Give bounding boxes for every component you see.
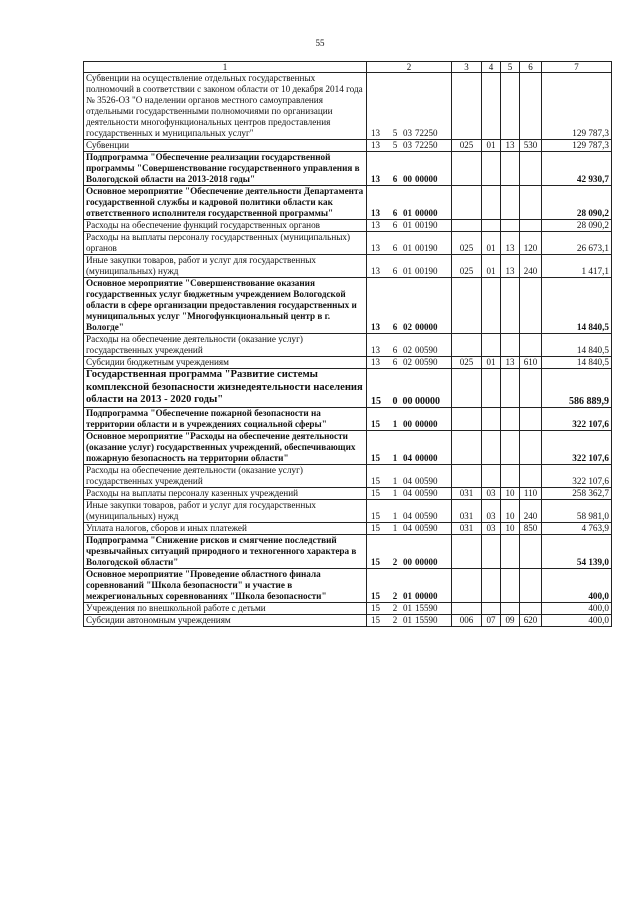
code-part: 15 [371,590,380,601]
row-name-cell: Уплата налогов, сборов и иных платежей [84,522,367,534]
department-code-cell [452,568,482,602]
column-header: 2 [367,62,452,73]
code-part: 6 [392,345,398,355]
target-article-code-cell [367,152,452,186]
code-part: 02 [403,345,412,355]
table-row [84,499,612,522]
column-header: 3 [452,62,482,73]
code-part: 15 [371,418,380,429]
expense-type-cell: 240 [520,255,542,278]
code-part: 1 [392,487,398,498]
row-name-cell: Расходы на обеспечение деятельности (оказание услуг) государственных учреждений [84,334,367,357]
expense-type-cell: 110 [520,487,542,499]
code-part: 00 [403,174,412,184]
target-article-code-cell [367,499,452,522]
department-code-cell [452,152,482,186]
code-part: 15 [371,602,380,613]
department-code-cell: 025 [452,232,482,255]
code-part: 72250 [415,140,438,150]
amount-cell: 322 107,6 [542,464,612,487]
code-part: 00590 [415,510,438,521]
code-part: 15 [371,395,381,407]
department-code-cell [452,464,482,487]
subsection-code-cell [501,220,520,232]
amount-cell: 258 362,7 [542,487,612,499]
expense-type-cell [520,220,542,232]
table-row [84,334,612,357]
table-row [84,255,612,278]
table-row [84,369,612,408]
code-part: 15 [371,487,380,498]
target-article-code-cell [367,334,452,357]
section-code-cell [482,334,501,357]
department-code-cell: 031 [452,522,482,534]
code-part: 5 [392,140,398,150]
code-part: 6 [392,357,398,367]
code-part: 00000 [415,590,438,601]
expense-type-cell [520,369,542,408]
department-code-cell: 025 [452,357,482,369]
code-part: 00 [403,418,412,429]
code-part: 04 [403,522,412,533]
code-part: 13 [371,128,380,138]
code-part: 13 [371,243,380,253]
subsection-code-cell [501,186,520,220]
amount-cell: 14 840,5 [542,278,612,334]
department-code-cell [452,278,482,334]
subsection-code-cell: 10 [501,487,520,499]
code-part: 13 [371,208,380,218]
section-code-cell: 03 [482,487,501,499]
department-code-cell: 031 [452,499,482,522]
page-number: 55 [315,38,325,48]
code-part: 00590 [415,357,438,367]
row-name-cell: Иные закупки товаров, работ и услуг для государственных (муниципальных) нужд [84,255,367,278]
table-row [84,602,612,614]
code-part: 6 [392,266,398,276]
expense-type-cell [520,430,542,464]
code-part: 00000 [415,174,438,184]
table-row [84,534,612,568]
row-name-cell: Расходы на выплаты персоналу казенных учреждений [84,487,367,499]
code-part: 13 [371,357,380,367]
target-article-code-cell [367,407,452,430]
column-header: 1 [84,62,367,73]
amount-cell: 54 139,0 [542,534,612,568]
code-part: 02 [403,357,412,367]
code-part: 00590 [415,522,438,533]
target-article-code-cell [367,430,452,464]
code-part: 00000 [415,556,438,567]
subsection-code-cell [501,152,520,186]
row-name-cell: Основное мероприятие "Совершенствование оказания государственных услуг бюджетным учреждением Вологодской области в сфере организации предоставления государственных и муниципальных услуг "Многофункциональный центр в г. Вологде" [84,278,367,334]
code-part: 2 [392,614,398,625]
row-name-cell: Расходы на обеспечение деятельности (оказание услуг) государственных учреждений [84,464,367,487]
code-part: 00590 [415,345,438,355]
code-part: 6 [392,208,398,218]
target-article-code-cell [367,602,452,614]
table-row [84,430,612,464]
amount-cell: 28 090,2 [542,220,612,232]
target-article-code-cell [367,73,452,140]
subsection-code-cell [501,430,520,464]
target-article-code-cell [367,140,452,152]
code-part: 2 [392,602,398,613]
subsection-code-cell: 09 [501,614,520,626]
section-code-cell [482,407,501,430]
code-part: 01 [403,208,412,218]
row-name-cell: Основное мероприятие "Расходы на обеспечение деятельности (оказание услуг) государственных учреждений, обеспечивающих пожарную безопасность на территории области" [84,430,367,464]
code-part: 04 [403,452,412,463]
row-name-cell: Государственная программа "Развитие системы комплексной безопасности жизнедеятельности населения области на 2013 - 2020 годы" [84,369,367,408]
subsection-code-cell [501,334,520,357]
row-name-cell: Субсидии автономным учреждениям [84,614,367,626]
section-code-cell [482,278,501,334]
code-part: 72250 [415,128,438,138]
amount-cell: 28 090,2 [542,186,612,220]
row-name-cell: Расходы на обеспечение функций государственных органов [84,220,367,232]
section-code-cell: 03 [482,499,501,522]
expense-type-cell: 850 [520,522,542,534]
amount-cell: 1 417,1 [542,255,612,278]
code-part: 1 [392,510,398,521]
table-row [84,278,612,334]
expense-type-cell [520,278,542,334]
code-part: 13 [371,322,380,332]
code-part: 15 [371,556,380,567]
code-part: 6 [392,322,398,332]
amount-cell: 400,0 [542,568,612,602]
subsection-code-cell: 10 [501,522,520,534]
expense-type-cell: 610 [520,357,542,369]
amount-cell: 400,0 [542,614,612,626]
department-code-cell [452,602,482,614]
subsection-code-cell [501,568,520,602]
code-part: 00190 [415,220,438,230]
target-article-code-cell [367,522,452,534]
section-code-cell [482,220,501,232]
department-code-cell: 031 [452,487,482,499]
code-part: 0 [392,395,398,407]
section-code-cell: 03 [482,522,501,534]
code-part: 1 [392,452,398,463]
expense-type-cell [520,568,542,602]
code-part: 00000 [415,208,438,218]
department-code-cell: 006 [452,614,482,626]
code-part: 15 [371,475,380,486]
section-code-cell [482,73,501,140]
section-code-cell [482,464,501,487]
code-part: 00590 [415,475,438,486]
target-article-code-cell [367,186,452,220]
code-part: 00000 [415,452,438,463]
code-part: 04 [403,475,412,486]
code-part: 15 [371,452,380,463]
expense-type-cell [520,73,542,140]
subsection-code-cell [501,534,520,568]
department-code-cell [452,430,482,464]
subsection-code-cell [501,602,520,614]
department-code-cell [452,369,482,408]
code-part: 15 [371,510,380,521]
table-row [84,407,612,430]
target-article-code-cell [367,278,452,334]
code-part: 01 [403,266,412,276]
target-article-code-cell [367,464,452,487]
subsection-code-cell [501,407,520,430]
amount-cell: 26 673,1 [542,232,612,255]
subsection-code-cell [501,73,520,140]
code-part: 00000 [415,418,438,429]
code-part: 00590 [415,487,438,498]
table-row [84,357,612,369]
expense-type-cell [520,407,542,430]
amount-cell: 400,0 [542,602,612,614]
section-code-cell [482,568,501,602]
section-code-cell [482,152,501,186]
section-code-cell: 07 [482,614,501,626]
target-article-code-cell [367,534,452,568]
code-part: 00000 [415,322,438,332]
target-article-code-cell [367,568,452,602]
code-part: 6 [392,220,398,230]
section-code-cell: 01 [482,357,501,369]
code-part: 01 [403,602,412,613]
amount-cell: 58 981,0 [542,499,612,522]
section-code-cell [482,534,501,568]
amount-cell: 14 840,5 [542,334,612,357]
table-row [84,186,612,220]
amount-cell: 129 787,3 [542,73,612,140]
expense-type-cell [520,186,542,220]
code-part: 2 [392,556,398,567]
expense-type-cell: 240 [520,499,542,522]
code-part: 01 [403,590,412,601]
code-part: 00190 [415,243,438,253]
expense-type-cell [520,334,542,357]
code-part: 15590 [415,602,438,613]
code-part: 1 [392,475,398,486]
subsection-code-cell: 13 [501,357,520,369]
code-part: 04 [403,487,412,498]
target-article-code-cell [367,369,452,408]
row-name-cell: Субвенции на осуществление отдельных государственных полномочий в соответствии с законом области от 10 декабря 2014 года № 3526-ОЗ "О наделении органов местного самоуправления отдельными государственными полномочиями по организации деятельности многофункциональных центров предоставления государственных и муниципальных услуг" [84,73,367,140]
table-row [84,487,612,499]
row-name-cell: Учреждения по внешкольной работе с детьми [84,602,367,614]
code-part: 01 [403,220,412,230]
code-part: 6 [392,243,398,253]
table-row [84,220,612,232]
target-article-code-cell [367,255,452,278]
department-code-cell [452,73,482,140]
budget-table [83,61,612,627]
table-row [84,232,612,255]
table-row [84,614,612,626]
code-part: 13 [371,174,380,184]
column-number-row [84,62,612,73]
code-part: 1 [392,418,398,429]
subsection-code-cell: 13 [501,255,520,278]
subsection-code-cell [501,464,520,487]
code-part: 2 [392,590,398,601]
target-article-code-cell [367,487,452,499]
target-article-code-cell [367,232,452,255]
subsection-code-cell [501,278,520,334]
subsection-code-cell: 13 [501,140,520,152]
code-part: 01 [403,614,412,625]
table-row [84,522,612,534]
department-code-cell [452,334,482,357]
expense-type-cell [520,152,542,186]
section-code-cell: 01 [482,255,501,278]
section-code-cell [482,369,501,408]
code-part: 00 [403,556,412,567]
expense-type-cell: 530 [520,140,542,152]
department-code-cell: 025 [452,255,482,278]
code-part: 13 [371,220,380,230]
code-part: 00000 [415,395,440,407]
code-part: 6 [392,174,398,184]
row-name-cell: Подпрограмма "Снижение рисков и смягчение последствий чрезвычайных ситуаций природного и техногенного характера в Вологодской области" [84,534,367,568]
amount-cell: 42 930,7 [542,152,612,186]
section-code-cell [482,430,501,464]
code-part: 1 [392,522,398,533]
table-row [84,140,612,152]
row-name-cell: Иные закупки товаров, работ и услуг для государственных (муниципальных) нужд [84,499,367,522]
row-name-cell: Подпрограмма "Обеспечение реализации государственной программы "Совершенствование государственного управления в Вологодской области на 2013-2018 годы" [84,152,367,186]
table-row [84,152,612,186]
amount-cell: 586 889,9 [542,369,612,408]
subsection-code-cell: 10 [501,499,520,522]
table-row [84,73,612,140]
department-code-cell [452,186,482,220]
code-part: 13 [371,266,380,276]
target-article-code-cell [367,220,452,232]
code-part: 15 [371,614,380,625]
subsection-code-cell [501,369,520,408]
code-part: 15590 [415,614,438,625]
code-part: 04 [403,510,412,521]
expense-type-cell [520,534,542,568]
expense-type-cell: 620 [520,614,542,626]
row-name-cell: Основное мероприятие "Обеспечение деятельности Департамента государственной службы и кадровой политики области как ответственного исполнителя государственной программы" [84,186,367,220]
amount-cell: 129 787,3 [542,140,612,152]
code-part: 01 [403,243,412,253]
column-header: 7 [542,62,612,73]
department-code-cell [452,220,482,232]
amount-cell: 322 107,6 [542,407,612,430]
department-code-cell: 025 [452,140,482,152]
code-part: 03 [403,140,412,150]
table-row [84,568,612,602]
row-name-cell: Подпрограмма "Обеспечение пожарной безопасности на территории области и в учреждениях социальной сферы" [84,407,367,430]
code-part: 13 [371,345,380,355]
amount-cell: 14 840,5 [542,357,612,369]
section-code-cell [482,186,501,220]
expense-type-cell [520,602,542,614]
table-row [84,464,612,487]
code-part: 00190 [415,266,438,276]
department-code-cell [452,534,482,568]
code-part: 02 [403,322,412,332]
row-name-cell: Субвенции [84,140,367,152]
code-part: 00 [402,395,413,407]
code-part: 03 [403,128,412,138]
expense-type-cell: 120 [520,232,542,255]
column-header: 4 [482,62,501,73]
row-name-cell: Расходы на выплаты персоналу государственных (муниципальных) органов [84,232,367,255]
amount-cell: 322 107,6 [542,430,612,464]
department-code-cell [452,407,482,430]
code-part: 5 [392,128,398,138]
amount-cell: 4 763,9 [542,522,612,534]
expense-type-cell [520,464,542,487]
code-part: 13 [371,140,380,150]
code-part: 15 [371,522,380,533]
target-article-code-cell [367,614,452,626]
target-article-code-cell [367,357,452,369]
subsection-code-cell: 13 [501,232,520,255]
column-header: 6 [520,62,542,73]
row-name-cell: Основное мероприятие "Проведение областного финала соревнований "Школа безопасности" и участие в межрегиональных соревнованиях "Школа безопасности" [84,568,367,602]
section-code-cell [482,602,501,614]
section-code-cell: 01 [482,232,501,255]
section-code-cell: 01 [482,140,501,152]
row-name-cell: Субсидии бюджетным учреждениям [84,357,367,369]
column-header: 5 [501,62,520,73]
